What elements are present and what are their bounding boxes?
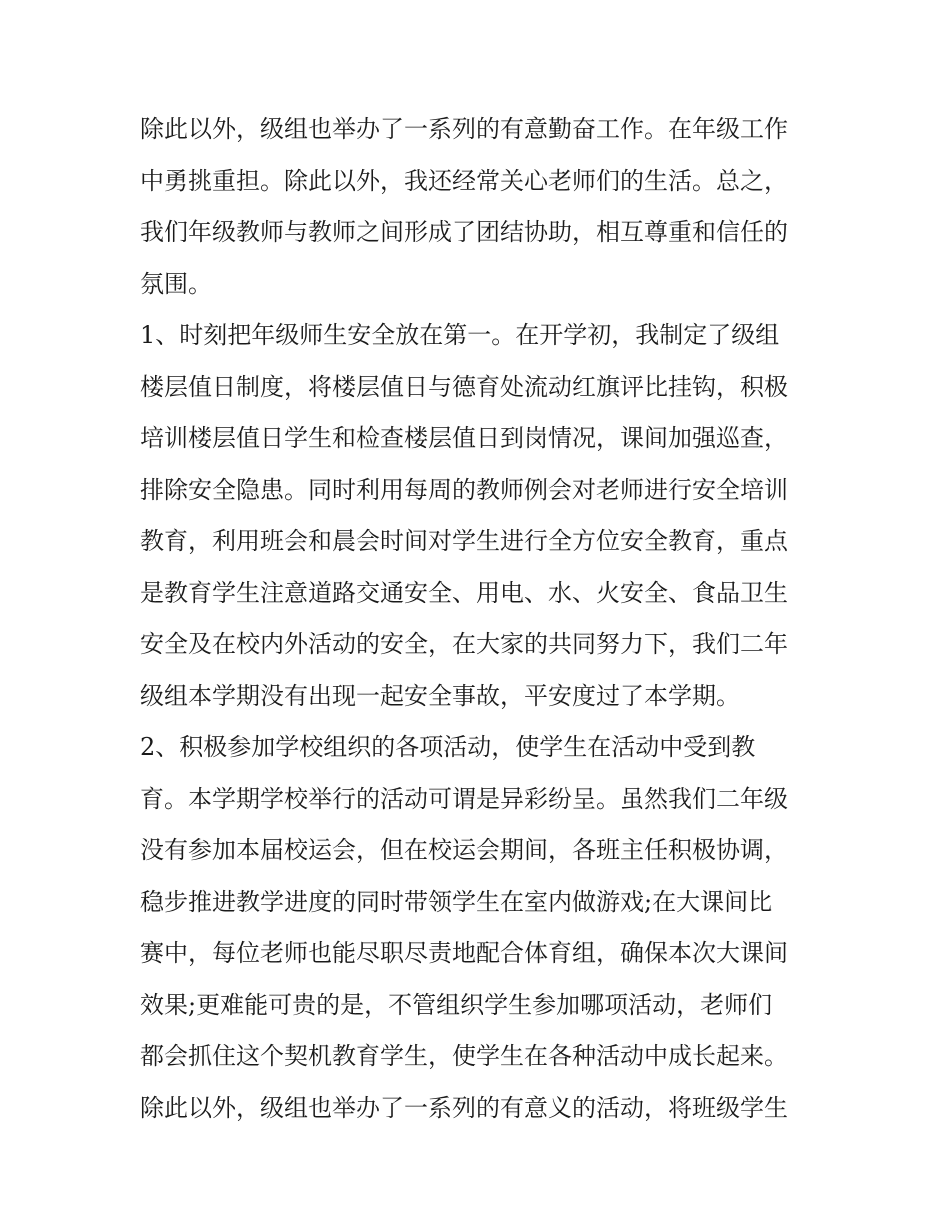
text-line-14: 育。本学期学校举行的活动可谓是异彩纷呈。虽然我们二年级 xyxy=(140,784,788,813)
text-line-2: 中勇挑重担。除此以外，我还经常关心老师们的生活。总之， xyxy=(140,166,788,195)
text-line-16: 稳步推进教学进度的同时带领学生在室内做游戏;在大课间比 xyxy=(140,887,773,916)
text-line-13: 2、积极参加学校组织的各项活动，使学生在活动中受到教 xyxy=(140,733,756,761)
text-line-11: 安全及在校内外活动的安全，在大家的共同努力下，我们二年 xyxy=(140,630,788,658)
text-line-19: 都会抓住这个契机教育学生，使学生在各种活动中成长起来。 xyxy=(140,1042,788,1070)
text-line-8: 排除安全隐患。同时利用每周的教师例会对老师进行安全培训 xyxy=(140,475,788,504)
text-line-17: 赛中，每位老师也能尽职尽责地配合体育组，确保本次大课间 xyxy=(140,939,788,967)
text-line-12: 级组本学期没有出现一起安全事故，平安度过了本学期。 xyxy=(140,681,740,710)
text-line-4: 氛围。 xyxy=(140,269,212,298)
text-line-18: 效果;更难能可贵的是，不管组织学生参加哪项活动，老师们 xyxy=(140,990,773,1019)
text-line-5: 1、时刻把年级师生安全放在第一。在开学初，我制定了级组 xyxy=(140,321,780,349)
text-line-1: 除此以外，级组也举办了一系列的有意勤奋工作。在年级工作 xyxy=(140,115,788,143)
text-line-7: 培训楼层值日学生和检查楼层值日到岗情况，课间加强巡查， xyxy=(140,424,788,452)
text-line-15: 没有参加本届校运会，但在校运会期间，各班主任积极协调， xyxy=(140,836,788,864)
text-line-10: 是教育学生注意道路交通安全、用电、水、火安全、食品卫生 xyxy=(140,578,788,607)
document-body xyxy=(140,104,820,1134)
text-line-3: 我们年级教师与教师之间形成了团结协助，相互尊重和信任的 xyxy=(140,218,788,246)
text-line-20: 除此以外，级组也举办了一系列的有意义的活动，将班级学生 xyxy=(140,1093,788,1122)
text-line-9: 教育，利用班会和晨会时间对学生进行全方位安全教育，重点 xyxy=(140,527,788,555)
text-line-6: 楼层值日制度，将楼层值日与德育处流动红旗评比挂钩，积极 xyxy=(140,372,788,401)
